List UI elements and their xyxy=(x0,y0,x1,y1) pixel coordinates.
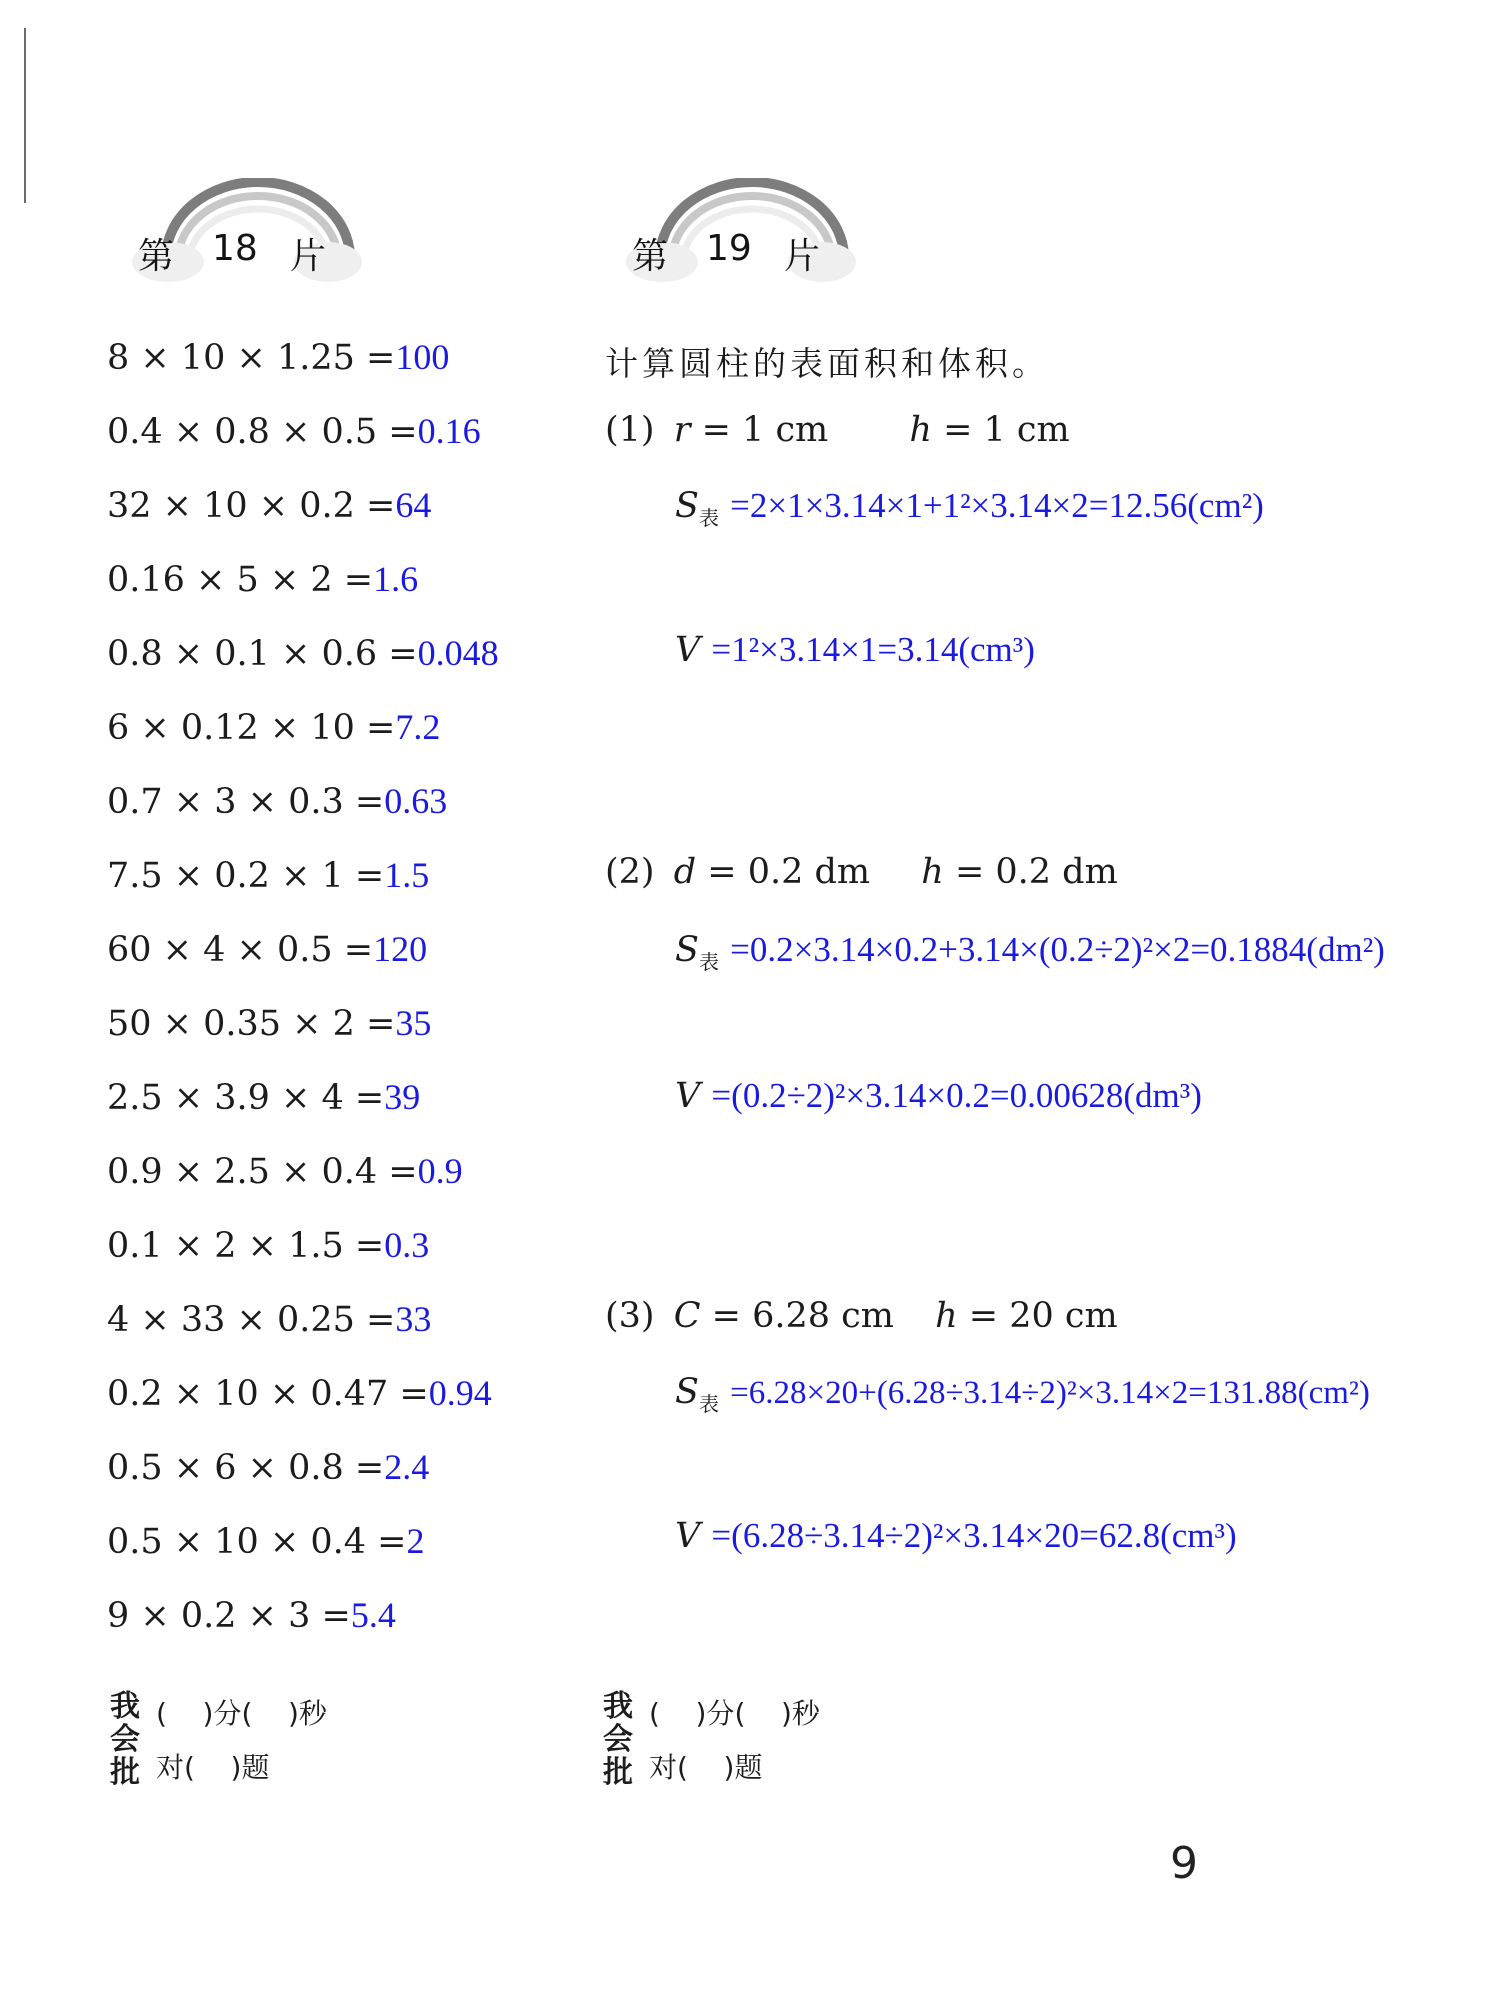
correct-count-line: 对( )题 xyxy=(649,1751,763,1784)
answer: 0.3 xyxy=(384,1225,430,1265)
answer: =2×1×3.14×1+1²×3.14×2=12.56(cm²) xyxy=(730,486,1264,525)
answer: 1.5 xyxy=(384,855,430,895)
surface-area-line-1: $S_表 =2\times 1\times 3.14\times 1+1^2\times 3.14\times 2=12.56(cm^2)$ xyxy=(675,486,1264,530)
answer: 2 xyxy=(406,1521,425,1561)
answer: 1.6 xyxy=(373,559,419,599)
answer: 35 xyxy=(395,1003,432,1043)
problem-row: 0.16 × 5 × 2 =1.6 xyxy=(107,559,419,600)
problem-row: 0.5 × 6 × 0.8 =2.4 xyxy=(107,1447,430,1488)
problem-row: 0.8 × 0.1 × 0.6 =0.048 xyxy=(107,633,499,674)
answer: 100 xyxy=(395,337,450,377)
page-number: 9 xyxy=(1170,1838,1198,1889)
record-tag: 我 会 批 xyxy=(110,1689,140,1790)
header-number: 19 xyxy=(706,228,752,269)
correct-count-line: 对( )题 xyxy=(156,1751,270,1784)
problem-row: 2.5 × 3.9 × 4 =39 xyxy=(107,1077,421,1118)
answer: 64 xyxy=(395,485,432,525)
answer: =6.28×20+(6.28÷3.14÷2)²×3.14×2=131.88(cm²) xyxy=(730,1375,1370,1411)
answer: =(0.2÷2)²×3.14×0.2=0.00628(dm³) xyxy=(711,1076,1202,1115)
header-prefix: 第 xyxy=(632,236,669,277)
time-line: ( )分( )秒 xyxy=(649,1697,820,1730)
answer: =0.2×3.14×0.2+3.14×(0.2÷2)²×2=0.1884(dm²) xyxy=(730,930,1385,969)
answer: 33 xyxy=(395,1299,432,1339)
answer: =1²×3.14×1=3.14(cm³) xyxy=(711,630,1035,669)
margin-line xyxy=(24,28,26,203)
header-number: 18 xyxy=(212,228,258,269)
answer: 0.63 xyxy=(384,781,448,821)
surface-area-line-2: $S_表 =0.2\times 3.14\times 0.2+3.14\times(0.2\div 2)^2\times 2=0.1884(dm^2)$ xyxy=(675,930,1385,974)
record-tag: 我 会 批 xyxy=(603,1689,633,1790)
time-line: ( )分( )秒 xyxy=(156,1697,327,1730)
section-header-19 xyxy=(622,178,862,288)
section-header-18 xyxy=(128,178,368,288)
problem-row: 4 × 33 × 0.25 =33 xyxy=(107,1299,432,1340)
answer: =(6.28÷3.14÷2)²×3.14×20=62.8(cm³) xyxy=(711,1516,1237,1555)
problem-row: 9 × 0.2 × 3 =5.4 xyxy=(107,1595,396,1636)
problem-row: 0.4 × 0.8 × 0.5 =0.16 xyxy=(107,411,481,452)
answer: 7.2 xyxy=(395,707,441,747)
problem-row: 0.9 × 2.5 × 0.4 =0.9 xyxy=(107,1151,463,1192)
problem-row: 0.1 × 2 × 1.5 =0.3 xyxy=(107,1225,430,1266)
problem-row: 0.2 × 10 × 0.47 =0.94 xyxy=(107,1373,492,1414)
given-line-3: (3) C = 6.28 cm h = 20 cm xyxy=(605,1296,1118,1336)
instruction: 计算圆柱的表面积和体积。 xyxy=(605,344,1049,383)
problem-row: 8 × 10 × 1.25 =100 xyxy=(107,337,450,378)
problem-row: 7.5 × 0.2 × 1 =1.5 xyxy=(107,855,430,896)
answer: 0.94 xyxy=(428,1373,492,1413)
answer: 0.16 xyxy=(417,411,481,451)
header-prefix: 第 xyxy=(138,236,175,277)
volume-line-1: V =1²×3.14×1=3.14(cm³) xyxy=(675,630,1035,670)
answer: 120 xyxy=(373,929,428,969)
problem-row: 32 × 10 × 0.2 =64 xyxy=(107,485,432,526)
problem-row: 6 × 0.12 × 10 =7.2 xyxy=(107,707,441,748)
answer: 39 xyxy=(384,1077,421,1117)
header-suffix: 片 xyxy=(784,236,821,277)
answer: 0.9 xyxy=(417,1151,463,1191)
problem-row: 0.5 × 10 × 0.4 =2 xyxy=(107,1521,425,1562)
given-line-2: (2) d = 0.2 dm h = 0.2 dm xyxy=(605,852,1118,892)
given-line-1: (1) r = 1 cm h = 1 cm xyxy=(605,410,1070,450)
answer: 5.4 xyxy=(350,1595,396,1635)
surface-area-line-3: $S_表 =6.28\times 20+(6.28\div 3.14\div 2)^2\times 3.14\times 2=131.88(cm^2)$ xyxy=(675,1372,1370,1416)
header-suffix: 片 xyxy=(290,236,327,277)
volume-line-2: V =(0.2÷2)²×3.14×0.2=0.00628(dm³) xyxy=(675,1076,1202,1116)
answer: 2.4 xyxy=(384,1447,430,1487)
problem-row: 0.7 × 3 × 0.3 =0.63 xyxy=(107,781,448,822)
volume-line-3: V =(6.28÷3.14÷2)²×3.14×20=62.8(cm³) xyxy=(675,1516,1237,1556)
problem-row: 60 × 4 × 0.5 =120 xyxy=(107,929,428,970)
answer: 0.048 xyxy=(417,633,499,673)
problem-row: 50 × 0.35 × 2 =35 xyxy=(107,1003,432,1044)
